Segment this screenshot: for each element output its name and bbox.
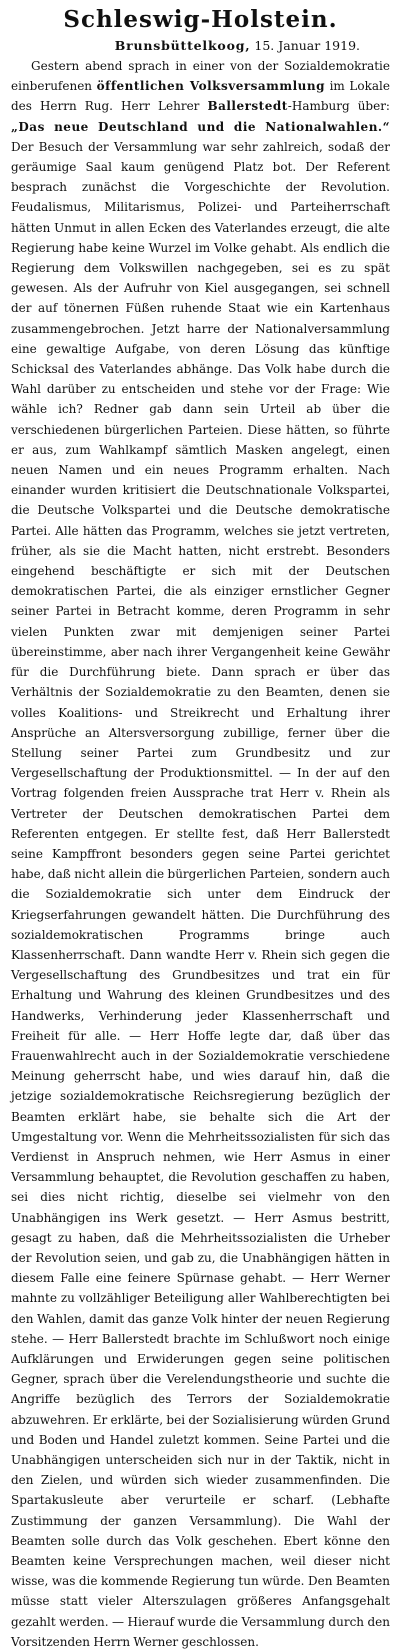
article-speaker-name: Ballerstedt [207,99,288,114]
section-title: Schleswig-Holstein. [63,6,338,33]
article-text-4: Der Besuch der Versammlung war sehr zahlreich, sodaß der geräumige Saal kaum genügend Platz bot. Der Referent besprach zunächst die Vorgeschichte der Revolution. Feudalismus, Militarismus, Polizei- und Parteiherrschaft hätten Unmut in allen Ecken des Vaterlandes erzeugt, die alte Regierung habe keine Wurzel im Volke gehabt. Als endlich die Regierung dem Volkswillen nachgegeben, sei es zu spät gewesen. Als der Aufruhr von Kiel ausgegangen, sei schnell der auf tönernen Füßen ruhende Staat wie ein Kartenhaus zusammengebrochen. Jetzt harre der Nationalversammlung eine gewaltige Aufgabe, von deren Lösung das künftige Schicksal des Vaterlandes abhänge. Das Volk habe durch die Wahl darüber zu entscheiden und stehe vor der Frage: Wie wähle ich? Redner gab dann sein Urteil ab über die verschiedenen bürgerlichen Parteien. Diese hätten, so führte er aus, zum Wahlkampf sämtlich Masken angelegt, einen neuen Namen und ein neues Programm erhalten. Nach einander wurden kritisiert die Deutschnationale Volkspartei, die Deutsche Volkspartei und die Deutsche demokratische Partei. Alle hätten das Programm, welches sie jetzt vertreten, früher, als sie die Macht hatten, nicht erstrebt. Besonders eingehend beschäftigte er sich mit der Deutschen demokratischen Partei, die als einziger ernstlicher Gegner seiner Partei in Betracht komme, deren Programm in sehr vielen Punkten zwar mit demjenigen seiner Partei übereinstimme, aber nach ihrer Vergangenheit keine Gewähr für die Durchführung biete. Dann sprach er über das Verhältnis der Sozialdemokratie zu den Beamten, denen sie volles Koalitions- und Streikrecht und Erhaltung ihrer Ansprüche an Altersversorgung zubillige, ferner über die Stellung seiner Partei zum Grundbesitz und zur Vergesellschaftung der Produktionsmittel. — In der auf den Vortrag folgenden freien Aussprache trat Herr v. Rhein als Vertreter der Deutschen demokratischen Partei dem Referenten entgegen. Er stellte fest, daß Herr Ballerstedt seine Kampffront besonders gegen seine Partei gerichtet habe, daß nicht allein die bürgerlichen Parteien, sondern auch die Sozialdemokratie sich unter dem Eindruck der Kriegserfahrungen gewandelt hätten. Die Durchführung des sozialdemokratischen Programms bringe auch Klassenherrschaft. Dann wandte Herr v. Rhein sich gegen die Vergesellschaftung des Grundbesitzes und trat ein für Erhaltung und Wahrung des kleinen Grundbesitzes und des Handwerks, Verhinderung jeder Klassenherrschaft und Freiheit für alle. — Herr Hoffe legte dar, daß über das Frauenwahlrecht auch in der Sozialdemokratie verschiedene Meinung geherrscht habe, und wies darauf hin, daß die jetzige sozialdemokratische Reichsregierung bezüglich der Beamten erklärt habe, sie behalte sich die Art der Umgestaltung vor. Wenn die Mehrheitssozialisten für sich das Verdienst in Anspruch nehmen, wie Herr Asmus in einer Versammlung behauptet, die Revolution geschaffen zu haben, sei dies nicht richtig, dieselbe sei vielmehr von den Unabhängigen ins Werk gesetzt. — Herr Asmus bestritt, gesagt zu haben, daß die Mehrheitssozialisten die Urheber der Revolution seien, und gab zu, die Unabhängigen hätten in diesem Falle eine feinere Spürnase gehabt. — Herr Werner mahnte zu vollzähliger Beteiligung aller Wahlberechtigten bei den Wahlen, damit das ganze Volk hinter der neuen Regierung stehe. — Herr Ballerstedt brachte im Schlußwort noch einige Aufklärungen und Erwiderungen gegen seine politischen Gegner, sprach über die Verelendungstheorie und suchte die Angriffe bezüglich des Terrors der Sozialdemokratie abzuwehren. Er erklärte, bei der Sozialisierung würden Grund und Boden und Handel zuletzt kommen. Seine Partei und die Unabhängigen unterscheiden sich nur in der Taktik, nicht in den Zielen, und würden sich wieder zusammenfinden. Die Spartakusleute aber verurteile er scharf. (Lebhafte Zustimmung der ganzen Versammlung). Die Wahl der Beamten solle durch das Volk geschehen. Ebert könne den Beamten keine Versprechungen machen, weil dieser nicht wisse, was die kommende Regierung tun würde. Den Beamten müsse statt vieler Alterszulagen größeres Anfangsgehalt gezahlt werden. — Hierauf wurde die Versammlung durch den Vorsitzenden Herrn Werner geschlossen. [11,139,390,1649]
dateline [11,38,390,54]
article-text-1: Gestern abend sprach in einer von der Sozialdemokratie einberufenen [11,59,390,94]
article-body [11,56,390,1652]
dateline-place: Brunsbüttelkoog, [114,38,251,53]
article-text-3: -Hamburg über: [287,99,390,114]
article-emphasis-volksversammlung: öffentlichen Volksversammlung [96,79,325,94]
article-text-2: im Lokale des Herrn Rug. Herr Lehrer [11,79,390,114]
dateline-date: 15. Januar 1919. [254,38,360,53]
article-lecture-title: „Das neue Deutschland und die Nationalwahlen.“ [11,119,390,134]
